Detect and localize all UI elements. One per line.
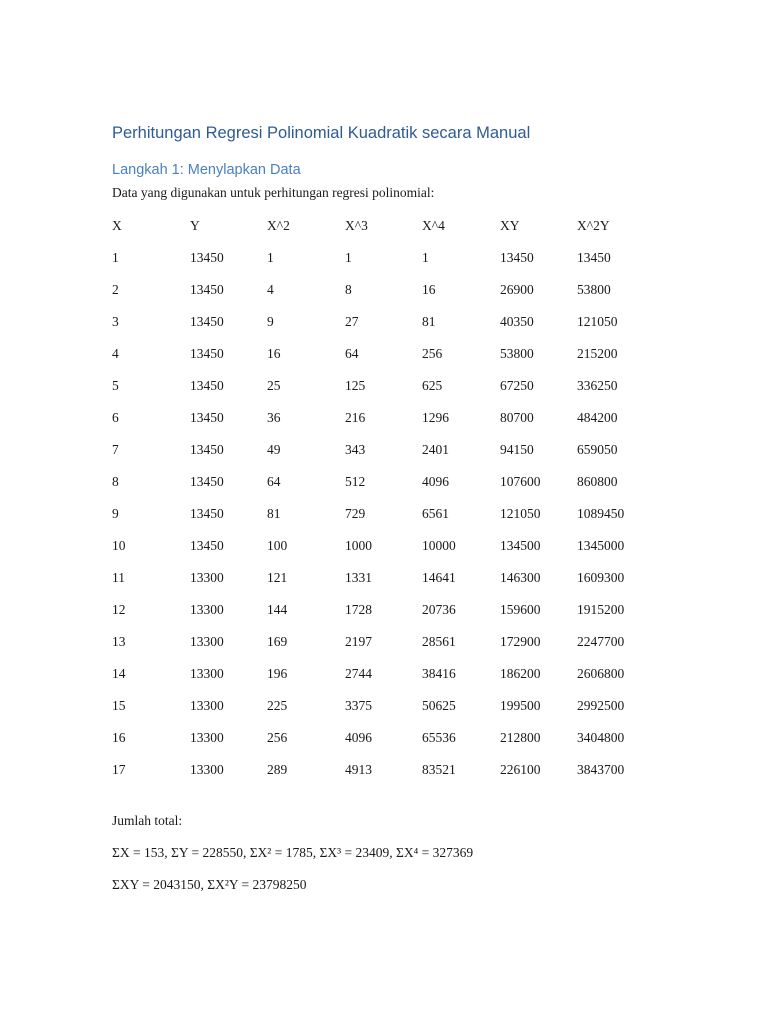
table-cell: 1 xyxy=(112,250,119,265)
table-cell: 226100 xyxy=(500,762,541,777)
table-cell: 625 xyxy=(422,378,443,393)
table-cell: 4 xyxy=(112,346,119,361)
table-cell: 2606800 xyxy=(577,666,625,681)
table-cell: 13450 xyxy=(190,442,224,457)
table-header-row xyxy=(112,210,667,242)
table-cell: 26900 xyxy=(500,282,534,297)
table-cell: 20736 xyxy=(422,602,456,617)
table-cell: 64 xyxy=(345,346,359,361)
table-row xyxy=(112,274,667,306)
table-cell: 50625 xyxy=(422,698,456,713)
table-cell: 6 xyxy=(112,410,119,425)
table-cell: 10000 xyxy=(422,538,456,553)
table-cell: 13450 xyxy=(190,506,224,521)
table-cell: 3 xyxy=(112,314,119,329)
table-row xyxy=(112,530,667,562)
table-row xyxy=(112,434,667,466)
totals-label: Jumlah total: xyxy=(112,813,183,828)
table-cell: 659050 xyxy=(577,442,618,457)
table-cell: 13450 xyxy=(577,250,611,265)
table-cell: 13450 xyxy=(190,538,224,553)
table-cell: 172900 xyxy=(500,634,541,649)
step-heading: Langkah 1: Menylapkan Data xyxy=(112,162,301,178)
table-cell: 14641 xyxy=(422,570,456,585)
table-cell: 4096 xyxy=(422,474,449,489)
table-cell: 336250 xyxy=(577,378,618,393)
table-cell: 121 xyxy=(267,570,288,585)
column-header: XY xyxy=(500,218,520,233)
table-cell: 2744 xyxy=(345,666,372,681)
table-cell: 13300 xyxy=(190,634,224,649)
table-cell: 7 xyxy=(112,442,119,457)
table-cell: 36 xyxy=(267,410,281,425)
table-cell: 215200 xyxy=(577,346,618,361)
table-cell: 729 xyxy=(345,506,366,521)
table-cell: 13450 xyxy=(190,378,224,393)
table-cell: 81 xyxy=(422,314,436,329)
table-cell: 13300 xyxy=(190,698,224,713)
column-header: X^3 xyxy=(345,218,368,233)
table-cell: 16 xyxy=(422,282,436,297)
table-cell: 289 xyxy=(267,762,288,777)
table-row xyxy=(112,498,667,530)
totals-line-products: ΣXY = 2043150, ΣX²Y = 23798250 xyxy=(112,877,307,892)
table-cell: 169 xyxy=(267,634,288,649)
table-cell: 121050 xyxy=(577,314,618,329)
table-cell: 53800 xyxy=(577,282,611,297)
table-cell: 67250 xyxy=(500,378,534,393)
table-cell: 15 xyxy=(112,698,126,713)
table-cell: 13450 xyxy=(190,410,224,425)
table-cell: 159600 xyxy=(500,602,541,617)
table-cell: 8 xyxy=(112,474,119,489)
table-row xyxy=(112,562,667,594)
table-cell: 53800 xyxy=(500,346,534,361)
table-cell: 13300 xyxy=(190,730,224,745)
table-cell: 2247700 xyxy=(577,634,625,649)
table-cell: 6561 xyxy=(422,506,449,521)
column-header: X^2Y xyxy=(577,218,610,233)
table-cell: 5 xyxy=(112,378,119,393)
table-cell: 1 xyxy=(267,250,274,265)
table-cell: 1331 xyxy=(345,570,372,585)
table-cell: 860800 xyxy=(577,474,618,489)
table-cell: 1000 xyxy=(345,538,372,553)
table-cell: 256 xyxy=(422,346,443,361)
table-cell: 13300 xyxy=(190,602,224,617)
table-cell: 83521 xyxy=(422,762,456,777)
table-cell: 121050 xyxy=(500,506,541,521)
table-cell: 25 xyxy=(267,378,281,393)
table-cell: 1345000 xyxy=(577,538,625,553)
table-cell: 13450 xyxy=(190,474,224,489)
table-cell: 4913 xyxy=(345,762,372,777)
table-cell: 3843700 xyxy=(577,762,625,777)
table-cell: 2401 xyxy=(422,442,449,457)
table-cell: 13450 xyxy=(190,314,224,329)
table-cell: 64 xyxy=(267,474,281,489)
table-cell: 216 xyxy=(345,410,366,425)
table-row xyxy=(112,658,667,690)
table-cell: 13450 xyxy=(190,282,224,297)
table-cell: 1089450 xyxy=(577,506,625,521)
table-cell: 1 xyxy=(422,250,429,265)
table-cell: 146300 xyxy=(500,570,541,585)
table-row xyxy=(112,370,667,402)
table-row xyxy=(112,306,667,338)
document-title: Perhitungan Regresi Polinomial Kuadratik secara Manual xyxy=(112,124,531,142)
table-cell: 1 xyxy=(345,250,352,265)
table-cell: 1609300 xyxy=(577,570,625,585)
table-cell: 144 xyxy=(267,602,288,617)
table-cell: 80700 xyxy=(500,410,534,425)
table-cell: 125 xyxy=(345,378,366,393)
table-cell: 196 xyxy=(267,666,288,681)
table-cell: 512 xyxy=(345,474,366,489)
table-cell: 484200 xyxy=(577,410,618,425)
table-cell: 40350 xyxy=(500,314,534,329)
table-cell: 10 xyxy=(112,538,126,553)
table-body xyxy=(112,242,667,786)
table-cell: 13300 xyxy=(190,762,224,777)
table-cell: 3375 xyxy=(345,698,372,713)
data-table xyxy=(112,210,667,786)
table-cell: 13 xyxy=(112,634,126,649)
table-cell: 65536 xyxy=(422,730,456,745)
table-cell: 4 xyxy=(267,282,274,297)
table-cell: 81 xyxy=(267,506,281,521)
table-cell: 13450 xyxy=(500,250,534,265)
table-row xyxy=(112,690,667,722)
table-cell: 100 xyxy=(267,538,288,553)
table-cell: 3404800 xyxy=(577,730,625,745)
table-cell: 11 xyxy=(112,570,125,585)
table-cell: 9 xyxy=(267,314,274,329)
table-cell: 186200 xyxy=(500,666,541,681)
table-cell: 199500 xyxy=(500,698,541,713)
table-row xyxy=(112,242,667,274)
table-cell: 134500 xyxy=(500,538,541,553)
column-header: X^4 xyxy=(422,218,445,233)
table-row xyxy=(112,754,667,786)
table-cell: 343 xyxy=(345,442,366,457)
table-cell: 107600 xyxy=(500,474,541,489)
table-cell: 2 xyxy=(112,282,119,297)
table-row xyxy=(112,402,667,434)
table-cell: 2992500 xyxy=(577,698,625,713)
column-header: X^2 xyxy=(267,218,290,233)
intro-text: Data yang digunakan untuk perhitungan regresi polinomial: xyxy=(112,185,435,200)
table-cell: 1915200 xyxy=(577,602,625,617)
totals-line-sums: ΣX = 153, ΣY = 228550, ΣX² = 1785, ΣX³ = 23409, ΣX⁴ = 327369 xyxy=(112,845,474,860)
table-cell: 225 xyxy=(267,698,288,713)
table-row xyxy=(112,626,667,658)
table-row xyxy=(112,338,667,370)
table-cell: 13300 xyxy=(190,570,224,585)
table-cell: 13450 xyxy=(190,346,224,361)
column-header: Y xyxy=(190,218,200,233)
table-cell: 13450 xyxy=(190,250,224,265)
table-cell: 9 xyxy=(112,506,119,521)
table-cell: 16 xyxy=(267,346,281,361)
table-cell: 27 xyxy=(345,314,359,329)
table-cell: 256 xyxy=(267,730,288,745)
table-cell: 12 xyxy=(112,602,126,617)
table-cell: 2197 xyxy=(345,634,372,649)
table-row xyxy=(112,594,667,626)
table-cell: 94150 xyxy=(500,442,534,457)
table-cell: 212800 xyxy=(500,730,541,745)
table-cell: 4096 xyxy=(345,730,372,745)
table-cell: 1728 xyxy=(345,602,372,617)
table-cell: 8 xyxy=(345,282,352,297)
table-cell: 17 xyxy=(112,762,126,777)
table-row xyxy=(112,466,667,498)
table-cell: 14 xyxy=(112,666,126,681)
table-row xyxy=(112,722,667,754)
column-header: X xyxy=(112,218,122,233)
table-cell: 28561 xyxy=(422,634,456,649)
table-cell: 38416 xyxy=(422,666,456,681)
table-cell: 1296 xyxy=(422,410,449,425)
table-cell: 13300 xyxy=(190,666,224,681)
table-cell: 49 xyxy=(267,442,281,457)
table-cell: 16 xyxy=(112,730,126,745)
